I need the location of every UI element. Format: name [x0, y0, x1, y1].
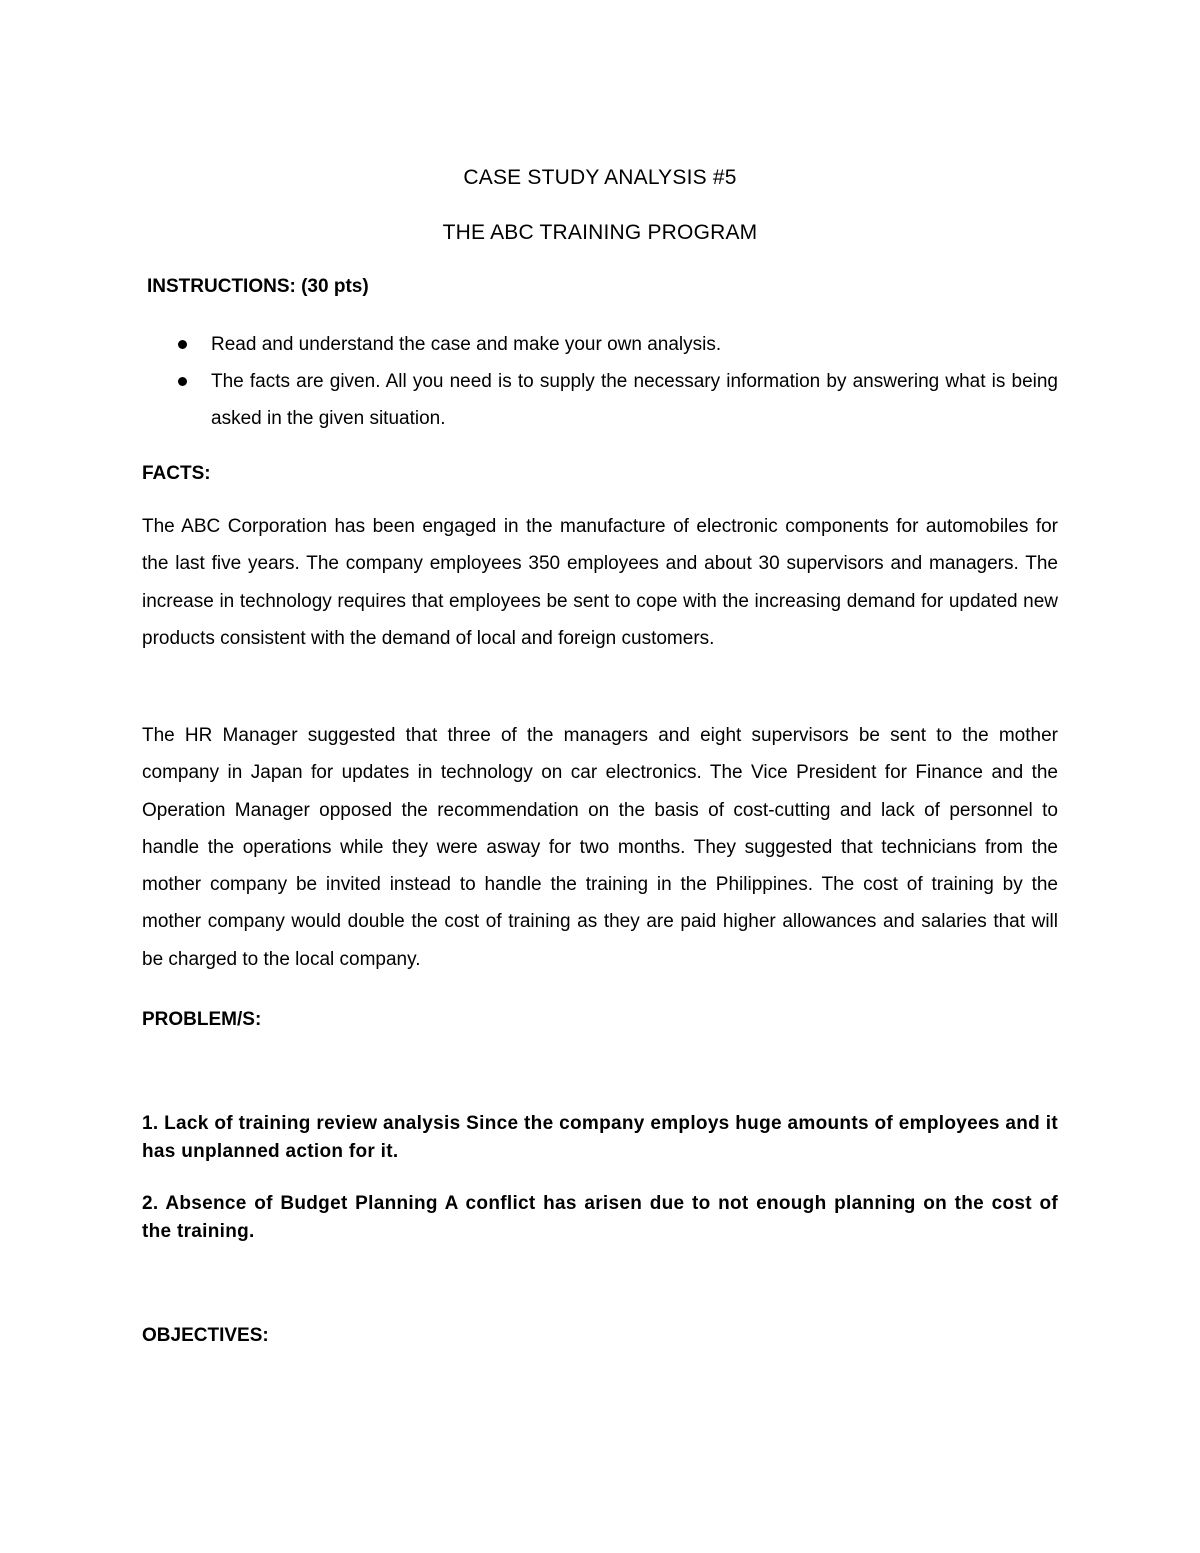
list-item	[142, 363, 1058, 437]
facts-label: FACTS:	[142, 463, 211, 484]
instruction-text: Read and understand the case and make your own analysis.	[211, 334, 722, 355]
instruction-text: The facts are given. All you need is to supply the necessary information by answering what is being asked in the given situation.	[211, 371, 1058, 429]
problem-item: 2. Absence of Budget Planning A conflict has arisen due to not enough planning on the cost of the training.	[142, 1193, 1058, 1242]
objectives-label: OBJECTIVES:	[142, 1325, 269, 1346]
problems-label: PROBLEM/S:	[142, 1009, 262, 1030]
bullet-icon	[178, 340, 187, 349]
facts-paragraph: The HR Manager suggested that three of the managers and eight supervisors be sent to the mother company in Japan for updates in technology on car electronics. The Vice President for Finance and the Operation Manager opposed the recommendation on the basis of cost-cutting and lack of personnel to handle the operations while they were asway for two months. They suggested that technicians from the mother company be invited instead to handle the training in the Philippines. The cost of training by the mother company would double the cost of training as they are paid higher allowances and salaries that will be charged to the local company.	[142, 725, 1058, 970]
document-title: CASE STUDY ANALYSIS #5	[463, 166, 737, 189]
instructions-label: INSTRUCTIONS: (30 pts)	[147, 276, 369, 297]
document-subtitle: THE ABC TRAINING PROGRAM	[442, 221, 758, 244]
bullet-icon	[178, 377, 187, 386]
facts-paragraph: The ABC Corporation has been engaged in the manufacture of electronic components for automobiles for the last five years. The company employees 350 employees and about 30 supervisors and managers. The increase in technology requires that employees be sent to cope with the increasing demand for updated new products consistent with the demand of local and foreign customers.	[142, 516, 1058, 649]
list-item	[142, 326, 1058, 363]
instructions-list	[142, 326, 1058, 437]
problem-item: 1. Lack of training review analysis Since the company employs huge amounts of employees and it has unplanned action for it.	[142, 1113, 1058, 1162]
